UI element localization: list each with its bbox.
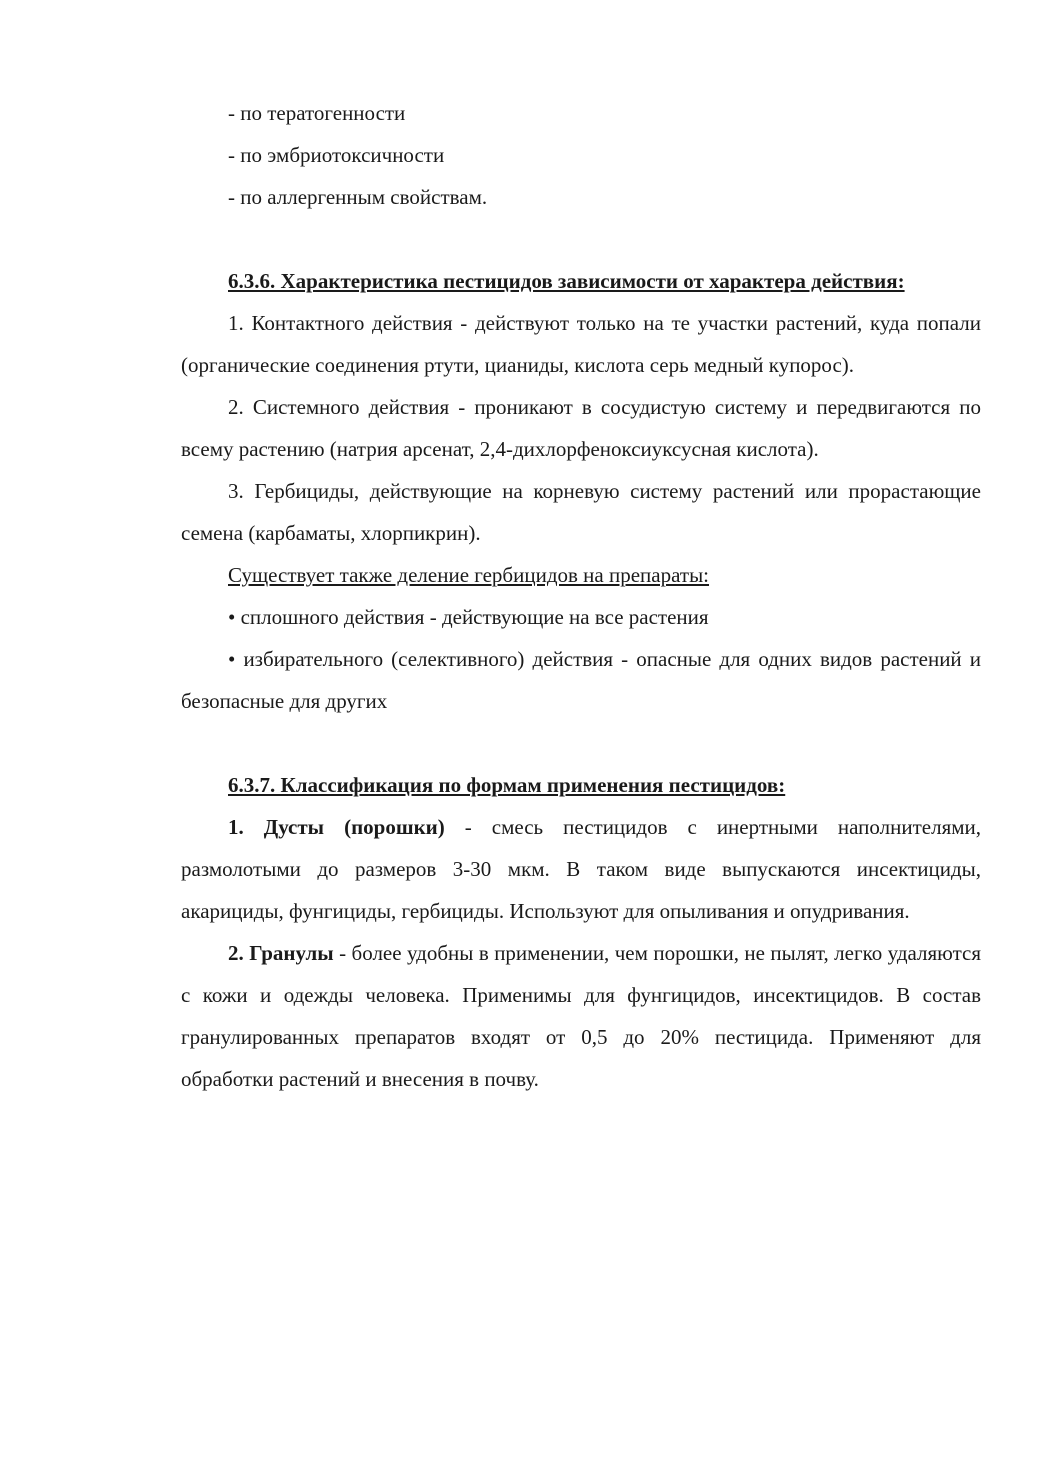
list-item-embryotoxicity: - по эмбриотоксичности [228, 143, 445, 167]
list-item-allergenic: - по аллергенным свойствам. [228, 185, 488, 209]
spacer [181, 218, 981, 260]
section-637-heading: 6.3.7. Классификация по формам применения пестицидов: [228, 773, 786, 797]
spacer [181, 722, 981, 764]
section-636-bullet-1: • сплошного действия - действующие на все растения [228, 605, 709, 629]
section-637-item-1 [181, 806, 981, 932]
section-636-subheading [181, 554, 981, 596]
item-2-text: - более удобны в применении, чем порошки, не пылят, легко удаляются с кожи и одежды человека. Применимы для фунгицидов, инсектицидов. В состав гранулированных препаратов входят от 0,5 до 20% пестицида. Применяют для обработки растений и внесения в почву. [181, 941, 981, 1091]
item-1-term: 1. Дусты (порошки) [228, 815, 445, 839]
item-2-term: 2. Гранулы [228, 941, 334, 965]
item-1-text: - смесь пестицидов с инертными наполнителями, размолотыми до размеров 3-30 мкм. В таком виде выпускаются инсектициды, акарициды, фунгициды, гербициды. Используют для опыливания и опудривания. [181, 815, 982, 923]
section-637-item-2 [181, 932, 981, 1100]
section-636-item-2: 2. Системного действия - проникают в сосудистую систему и передвигаются по всему растению (натрия арсенат, 2,4-дихлорфеноксиуксусная кислота). [181, 395, 981, 461]
section-636-item-3: 3. Гербициды, действующие на корневую систему растений или прорастающие семена (карбаматы, хлорпикрин). [181, 479, 981, 545]
section-636-item-1: 1. Контактного действия - действуют только на те участки растений, куда попали (органические соединения ртути, цианиды, кислота серь медный купорос). [181, 311, 981, 377]
section-636-bullet-2: • избирательного (селективного) действия - опасные для одних видов растений и безопасные для других [181, 647, 981, 713]
subheading-text: Существует также деление гербицидов на препараты: [228, 563, 710, 587]
document-page [181, 92, 981, 1100]
section-636-heading: 6.3.6. Характеристика пестицидов зависимости от характера действия: [228, 269, 905, 293]
list-item-teratogenicity: - по тератогенности [228, 101, 406, 125]
